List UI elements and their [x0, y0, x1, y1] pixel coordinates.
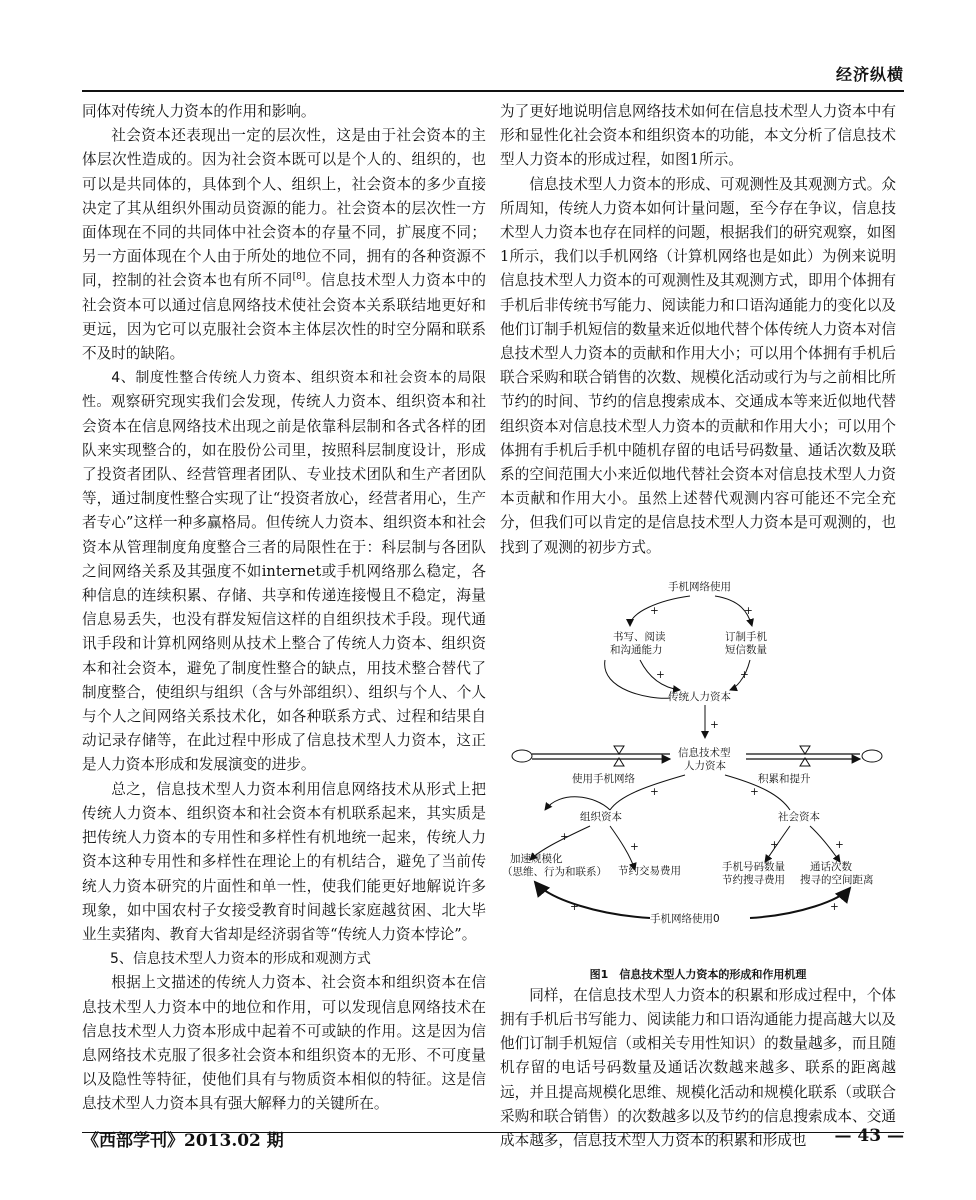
plus-sign: +	[630, 840, 639, 853]
paragraph-text: 观察研究现实我们会发现，传统人力资本、组织资本和社会资本在信息网络技术出现之前是依靠科层制和各式各样的团队来实现整合的，如在股份公司里，按照科层制度设计，形成了投资者团队、经营管理者团队、专业技术团队和生产者团队等，通过制度性整合实现了让“投资者放心，经营者用心，生产者专心”这样一种多赢格局。但传统人力资本、组织资本和社会资本从管理制度角度整合三者的局限性在于：科层制与各团队之间网络关系及其强度不如internet或手机网络那么稳定，各种信息的连续积累、存储、共享和传递连接慢且不稳定，海量信息易丢失，也没有群发短信这样的自组织技术手段。现代通讯手段和计算机网络则从技术上整合了传统人力资本、组织资本和社会资本，避免了制度性整合的缺点，用技术整合替代了制度整合，使组织与组织（含与外部组织）、组织与个人、个人与个人之间网络关系技术化，如各种联系方式、过程和结果自动记录存储等，在此过程中形成了信息技术型人力资本，这正是人力资本形成和发展演变的进步。	[82, 393, 486, 774]
node-scale-2: （思维、行为和联系）	[502, 865, 607, 878]
plus-sign: +	[770, 838, 779, 851]
paragraph: 同样，在信息技术型人力资本的积累和形成过程中，个体拥有手机后书写能力、阅读能力和口语沟通能力提高越大以及他们订制手机短信（或相关专用性知识）的数量越多，而且随机存留的电话号码数量及通话次数越来越多、联系的距离越远，并且提高规模化思维、规模化活动和规模化联系（或联合采购和联合销售）的次数越多以及节约的信息搜索成本、交通成本越多，信息技术型人力资本的积累和形成也	[500, 986, 896, 1150]
paragraph-text: 。信息技术型人力资本中的社会资本可以通过信息网络技术使社会资本关系联结地更好和更远，因为它可以克服社会资本主体层次性的时空分隔和联系不及时的缺陷。	[82, 272, 486, 363]
plus-sign: +	[710, 718, 719, 731]
label-use-net: 使用手机网络	[572, 772, 635, 785]
plus-sign: +	[750, 785, 759, 798]
node-org: 组织资本	[580, 810, 622, 823]
node-social: 社会资本	[778, 810, 820, 823]
page-number: — 43 —	[834, 1126, 904, 1146]
node-traditional: 传统人力资本	[668, 690, 731, 703]
right-column	[500, 100, 896, 1153]
plus-sign: +	[744, 604, 753, 617]
plus-sign: +	[560, 830, 569, 843]
plus-sign: +	[656, 668, 665, 681]
subsection-heading: 5、信息技术型人力资本的形成和观测方式	[110, 951, 371, 968]
node-sms: 订制手机	[725, 630, 767, 643]
node-cost: 节约交易费用	[618, 864, 681, 877]
node-write-read-2: 和沟通能力	[610, 643, 663, 656]
node-phone-use-0: 手机网络使用0	[650, 912, 720, 925]
node-phone-count-2: 节约搜寻费用	[722, 873, 785, 886]
node-calls: 通话次数	[810, 860, 852, 873]
node-center-2: 人力资本	[684, 759, 726, 772]
plus-sign: +	[830, 900, 839, 913]
node-sms-2: 短信数量	[725, 643, 767, 656]
node-write-read: 书写、阅读	[613, 630, 666, 643]
node-phone-count: 手机号码数量	[722, 860, 785, 873]
plus-sign: +	[650, 604, 659, 617]
node-center: 信息技术型	[678, 746, 731, 759]
plus-sign: +	[650, 785, 659, 798]
paragraph: 根据上文描述的传统人力资本、社会资本和组织资本在信息技术型人力资本中的地位和作用，可以发现信息网络技术在信息技术型人力资本形成中起着不可或缺的作用。这是因为信息网络技术克服了很多社会资本和组织资本的无形、不可度量以及隐性等特征，使他们具有与物质资本相似的特征。这是信息技术型人力资本具有强大解释力的关键所在。	[82, 974, 486, 1113]
journal-footer: 《西部学刊》2013.02 期	[82, 1131, 284, 1151]
paragraph: 同体对传统人力资本的作用和影响。	[82, 103, 316, 120]
causal-loop-diagram	[500, 570, 896, 962]
plus-sign: +	[740, 668, 749, 681]
paragraph	[82, 366, 486, 777]
reference-mark: [8]	[292, 272, 306, 283]
paragraph: 为了更好地说明信息网络技术如何在信息技术型人力资本中有形和显性化社会资本和组织资本的功能，本文分析了信息技术型人力资本的形成过程，如图1所示。	[500, 103, 896, 169]
section-header: 经济纵横	[835, 65, 904, 84]
left-column	[82, 100, 486, 1117]
paragraph	[82, 124, 486, 366]
plus-sign: +	[835, 838, 844, 851]
paragraph: 信息技术型人力资本的形成、可观测性及其观测方式。众所周知，传统人力资本如何计量问题，至今存在争议，信息技术型人力资本也存在同样的问题，根据我们的研究观察，如图1所示，我们以手机网络（计算机网络也是如此）为例来说明信息技术型人力资本的可观测性及其观测方式，即用个体拥有手机后非传统书写能力、阅读能力和口语沟通能力的变化以及他们订制手机短信的数量来近似地代替个体传统人力资本对信息技术型人力资本的贡献和作用大小；可以用个体拥有手机后联合采购和联合销售的次数、规模化活动或行为与之前相比所节约的时间、节约的信息搜索成本、交通成本等来近似地代替组织资本对信息技术型人力资本的贡献和作用大小；可以用个体拥有手机后手机中随机存留的电话号码数量、通话次数及联系的空间范围大小来近似地代替社会资本对信息技术型人力资本贡献和作用大小。虽然上述替代观测内容可能还不完全充分，但我们可以肯定的是信息技术型人力资本是可观测的，也找到了观测的初步方式。	[500, 175, 896, 556]
node-scale: 加速规模化	[510, 852, 563, 865]
node-calls-2: 搜寻的空间距离	[800, 873, 874, 886]
label-accumulate: 积累和提升	[758, 772, 811, 785]
figure-diagram	[500, 570, 896, 962]
paragraph: 总之，信息技术型人力资本利用信息网络技术从形式上把传统人力资本、组织资本和社会资本有机联系起来，其实质是把传统人力资本的专用性和多样性有机地统一起来，传统人力资本这种专用性和多样性在理论上的有机结合，避免了当前传统人力资本研究的片面性和单一性，使我们能更好地解说许多现象，如中国农村子女接受教育时间越长家庭越贫困、北大毕业生卖猪肉、教育大省却是经济弱省等“传统人力资本悖论”。	[82, 780, 486, 943]
figure-caption: 图1 信息技术型人力资本的形成和作用机理	[589, 967, 807, 981]
plus-sign: +	[570, 900, 579, 913]
top-rule	[82, 90, 904, 92]
subsection-heading: 4、制度性整合传统人力资本、组织资本和社会资本的局限性。	[82, 370, 486, 411]
node-phone-use: 手机网络使用	[668, 580, 731, 593]
paragraph-text: 社会资本还表现出一定的层次性，这是由于社会资本的主体层次性造成的。因为社会资本既可以是个人的、组织的，也可以是共同体的，具体到个人、组织上，社会资本的多少直接决定了其从组织外围动员资源的能力。社会资本的层次性一方面体现在不同的共同体中社会资本的存量不同，扩展度不同；另一方面体现在个人由于所处的地位不同，拥有的各种资源不同，控制的社会资本也有所不同	[82, 127, 486, 290]
